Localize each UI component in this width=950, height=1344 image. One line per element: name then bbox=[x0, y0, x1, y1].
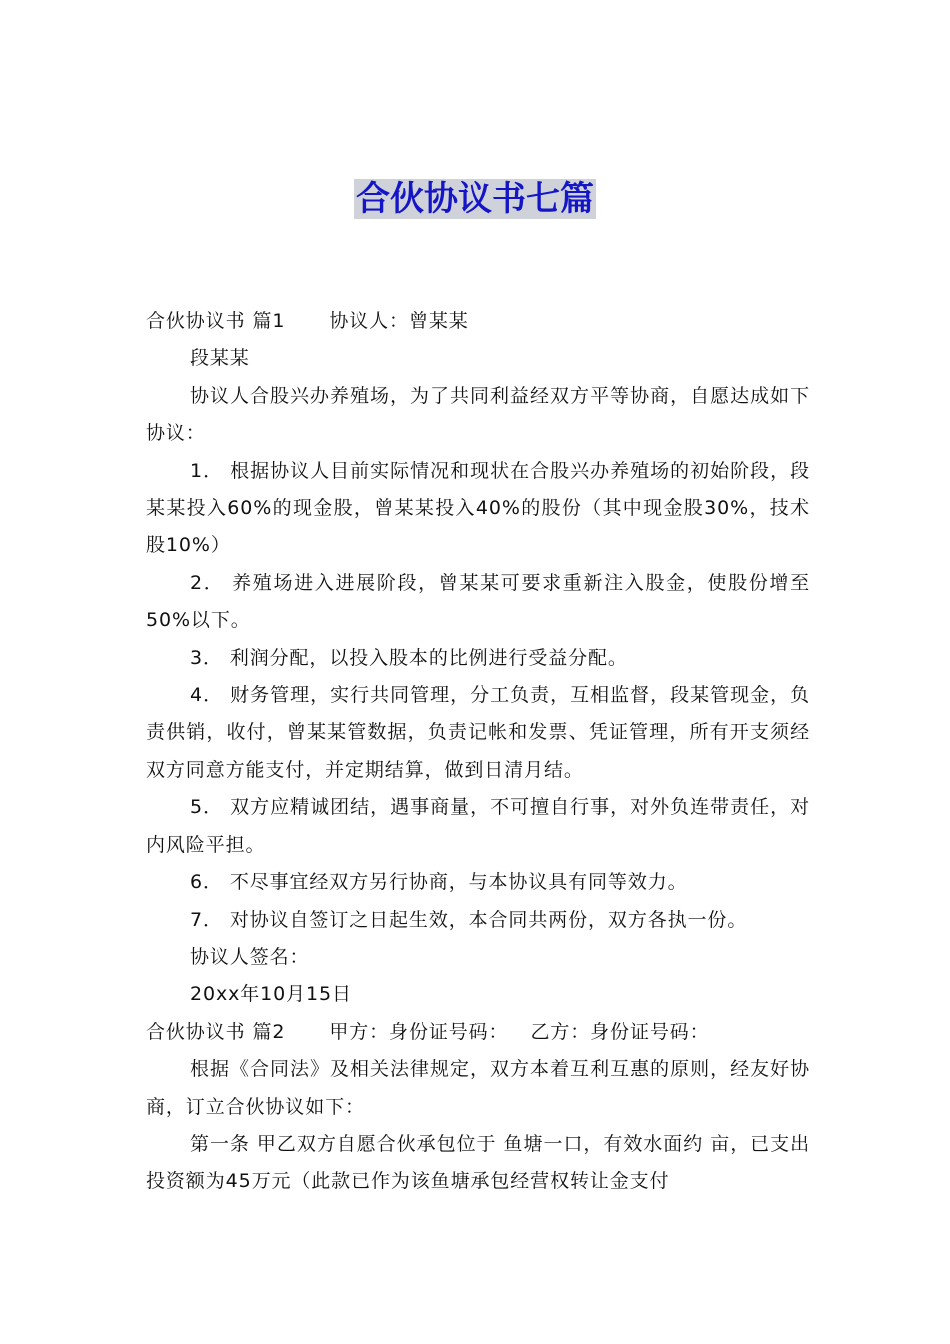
section1-heading: 合伙协议书 篇1 bbox=[146, 310, 286, 332]
signature-label: 协议人签名： bbox=[190, 945, 310, 968]
section1-heading-line bbox=[146, 303, 810, 340]
party-b-id: 乙方：身份证号码： bbox=[530, 1020, 710, 1043]
section1-party-line: 协议人：曾某某 bbox=[329, 310, 469, 332]
document-title-block bbox=[0, 172, 950, 226]
signature-date: 20xx年10月15日 bbox=[190, 983, 352, 1006]
party-a-id: 甲方：身份证号码： bbox=[329, 1020, 509, 1043]
clause-1: 1． 根据协议人目前实际情况和现状在合股兴办养殖场的初始阶段，段某某投入60%的现金股，曾某某投入40%的股份（其中现金股30%，技术股10%） bbox=[146, 459, 810, 557]
section1-intro: 协议人合股兴办养殖场，为了共同利益经双方平等协商，自愿达成如下协议： bbox=[146, 384, 810, 445]
clause-2: 2． 养殖场进入进展阶段，曾某某可要求重新注入股金，使股份增至50%以下。 bbox=[146, 571, 810, 632]
clause-6: 6． 不尽事宜经双方另行协商，与本协议具有同等效力。 bbox=[190, 871, 688, 894]
clause-5: 5． 双方应精诚团结，遇事商量，不可擅自行事，对外负连带责任，对内风险平担。 bbox=[146, 796, 810, 856]
section2-heading-line bbox=[146, 1014, 810, 1051]
article-1: 第一条 甲乙双方自愿合伙承包位于 鱼塘一口，有效水面约 亩，已支出投资额为45万元（此款已作为该鱼塘承包经营权转让金支付 bbox=[146, 1132, 810, 1193]
clause-4: 4． 财务管理，实行共同管理，分工负责，互相监督，段某管现金，负责供销，收付，曾某某管数据，负责记帐和发票、凭证管理，所有开支须经双方同意方能支付，并定期结算，做到日清月结。 bbox=[146, 684, 810, 781]
section2-heading: 合伙协议书 篇2 bbox=[146, 1020, 286, 1043]
section1-party2: 段某某 bbox=[190, 347, 250, 370]
document-body bbox=[146, 303, 810, 1201]
clause-7: 7． 对协议自签订之日起生效，本合同共两份，双方各执一份。 bbox=[190, 908, 748, 931]
document-title: 合伙协议书七篇 bbox=[356, 179, 594, 219]
section2-intro: 根据《合同法》及相关法律规定，双方本着互利互惠的原则，经友好协商，订立合伙协议如下： bbox=[146, 1058, 810, 1118]
clause-3: 3． 利润分配，以投入股本的比例进行受益分配。 bbox=[190, 646, 628, 669]
